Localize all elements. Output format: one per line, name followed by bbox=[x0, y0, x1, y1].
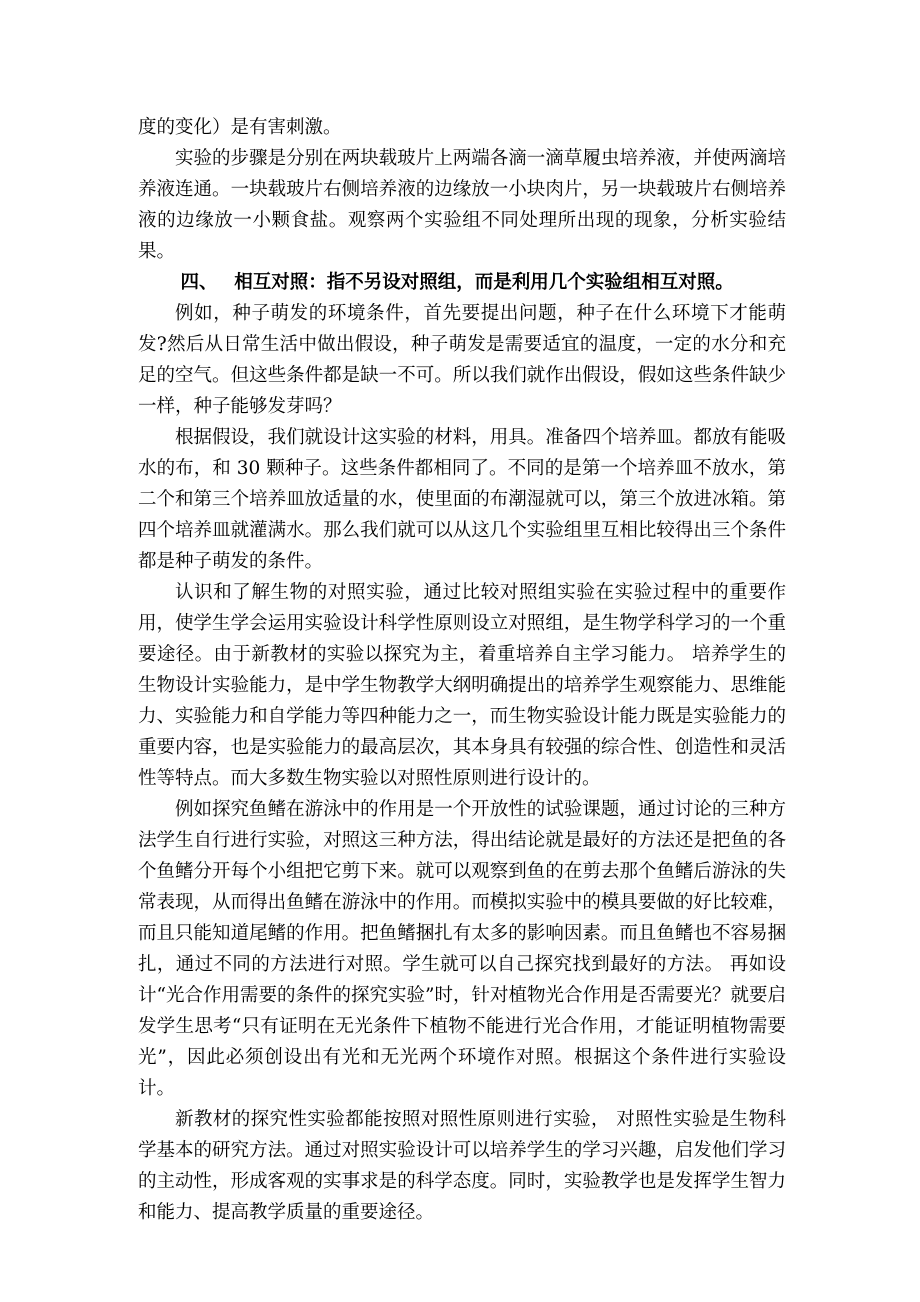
section-number: 四、 bbox=[180, 272, 218, 293]
section-title: 相互对照：指不另设对照组，而是利用几个实验组相互对照。 bbox=[234, 272, 734, 293]
paragraph-fish-fin: 例如探究鱼鳍在游泳中的作用是一个开放性的试验课题，通过讨论的三种方法学生自行进行实验，对照这三种方法，得出结论就是最好的方法还是把鱼的各个鱼鳍分开每个小组把它剪下来。就可以观察到鱼的在剪去那个鱼鳍后游泳的失常表现，从而得出鱼鳍在游泳中的作用。而模拟实验中的模具要做的好比较难，而且只能知道尾鳍的作用。把鱼鳍捆扎有太多的影响因素。而且鱼鳍也不容易捆扎，通过不同的方法进行对照。学生就可以自己探究找到最好的方法。 再如设计“光合作用需要的条件的探究实验”时，针对植物光合作用是否需要光？就要启发学生思考“只有证明在无光条件下植物不能进行光合作用，才能证明植物需要光”，因此必须创设出有光和无光两个环境作对照。根据这个条件进行实验设计。 bbox=[138, 799, 786, 1099]
paragraph-materials: 根据假设，我们就设计这实验的材料，用具。准备四个培养皿。都放有能吸水的布，和 30 颗种子。这些条件都相同了。不同的是第一个培养皿不放水，第二个和第三个培养皿放适量的水，使里面的布潮湿就可以，第三个放进冰箱。第四个培养皿就灌满水。那么我们就可以从这几个实验组里互相比较得出三个条件都是种子萌发的条件。 bbox=[138, 427, 786, 572]
paragraph-experiment-steps: 实验的步骤是分别在两块载玻片上两端各滴一滴草履虫培养液，并使两滴培养液连通。一块载玻片右侧培养液的边缘放一小块肉片，另一块载玻片右侧培养液的边缘放一小颗食盐。观察两个实验组不同处理所出现的现象，分析实验结果。 bbox=[138, 148, 786, 262]
paragraph-seed-example: 例如，种子萌发的环境条件，首先要提出问题，种子在什么环境下才能萌发?然后从日常生活中做出假设，种子萌发是需要适宜的温度，一定的水分和充足的空气。但这些条件都是缺一不可。所以我们就作出假设，假如这些条件缺少一样，种子能够发芽吗？ bbox=[138, 303, 786, 417]
paragraph-understanding: 认识和了解生物的对照实验，通过比较对照组实验在实验过程中的重要作用，使学生学会运用实验设计科学性原则设立对照组，是生物学科学习的一个重要途径。由于新教材的实验以探究为主，着重培养自主学习能力。 培养学生的生物设计实验能力，是中学生物教学大纲明确提出的培养学生观察能力、思维能力、实验能力和自学能力等四种能力之一，而生物实验设计能力既是实验能力的重要内容，也是实验能力的最高层次，其本身具有较强的综合性、创造性和灵活性等特点。而大多数生物实验以对照性原则进行设计的。 bbox=[138, 582, 786, 789]
paragraph-continued: 度的变化）是有害刺激。 bbox=[138, 117, 342, 138]
section-heading bbox=[138, 267, 786, 298]
paragraph-conclusion: 新教材的探究性实验都能按照对照性原则进行实验， 对照性实验是生物科学基本的研究方法。通过对照实验设计可以培养学生的学习兴趣，启发他们学习的主动性，形成客观的实事求是的科学态度。同时，实验教学也是发挥学生智力和能力、提高教学质量的重要途径。 bbox=[138, 1109, 786, 1223]
document-page bbox=[138, 112, 786, 1228]
